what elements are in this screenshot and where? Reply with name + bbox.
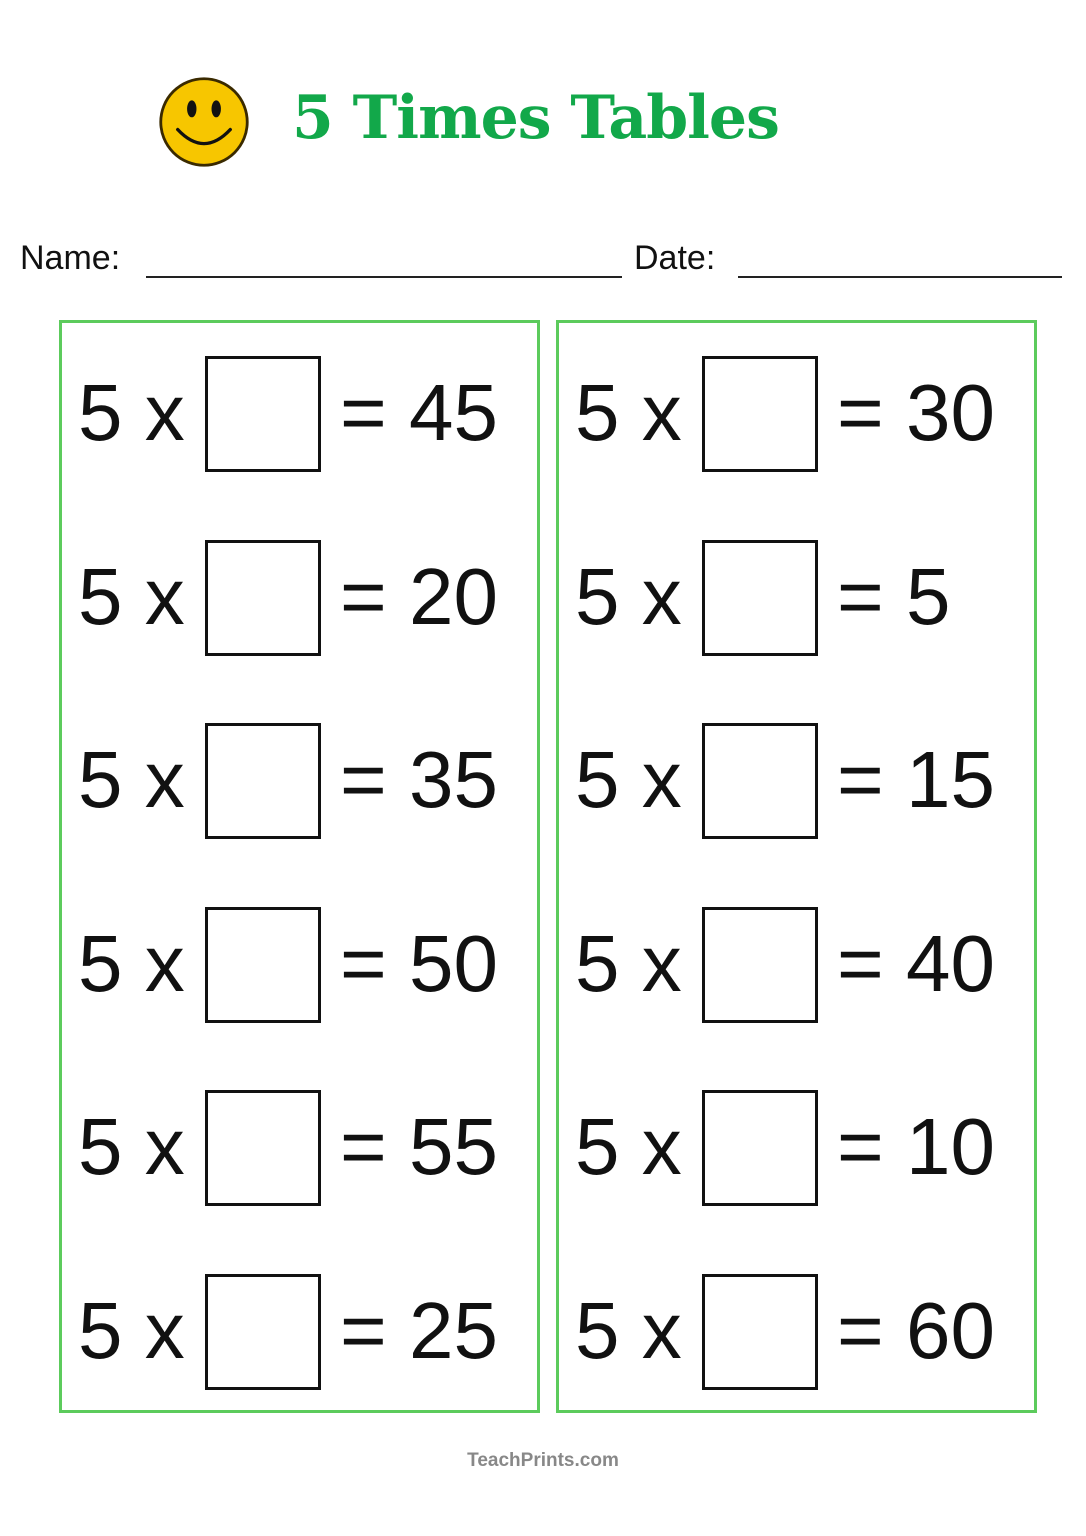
multiplicand: 5 x — [78, 551, 185, 641]
problem-row — [559, 1274, 1034, 1390]
product: = 15 — [837, 735, 995, 824]
footer-brand: TeachPrints.com — [467, 1450, 619, 1471]
product: = 60 — [837, 1285, 995, 1375]
answer-box[interactable] — [205, 356, 321, 472]
problem-row — [62, 1274, 537, 1390]
answer-box[interactable] — [702, 723, 818, 839]
product: = 40 — [837, 918, 995, 1008]
answer-box[interactable] — [205, 1090, 321, 1206]
multiplicand: 5 x — [78, 1102, 185, 1191]
product: = 50 — [340, 918, 498, 1008]
problem-row — [559, 540, 1034, 656]
product: = 35 — [340, 735, 498, 824]
name-label: Name: — [20, 239, 121, 277]
answer-box[interactable] — [205, 907, 321, 1023]
answer-box[interactable] — [702, 1274, 818, 1390]
product: = 45 — [340, 368, 498, 457]
multiplicand: 5 x — [575, 1285, 682, 1375]
date-label: Date: — [634, 239, 716, 277]
multiplicand: 5 x — [78, 735, 185, 824]
product: = 5 — [837, 551, 951, 641]
problem-row — [62, 907, 537, 1023]
answer-box[interactable] — [702, 1090, 818, 1206]
multiplicand: 5 x — [575, 368, 682, 457]
multiplicand: 5 x — [78, 368, 185, 457]
multiplicand: 5 x — [575, 735, 682, 824]
answer-box[interactable] — [205, 723, 321, 839]
left-problem-panel — [59, 320, 540, 1413]
right-problem-panel — [556, 320, 1037, 1413]
multiplicand: 5 x — [575, 551, 682, 641]
answer-box[interactable] — [702, 540, 818, 656]
multiplicand: 5 x — [78, 918, 185, 1008]
multiplicand: 5 x — [78, 1285, 185, 1375]
problem-row — [62, 356, 537, 472]
multiplicand: 5 x — [575, 1102, 682, 1191]
answer-box[interactable] — [205, 540, 321, 656]
answer-box[interactable] — [205, 1274, 321, 1390]
product: = 25 — [340, 1285, 498, 1375]
product: = 20 — [340, 551, 498, 641]
problem-row — [62, 723, 537, 839]
problem-row — [559, 723, 1034, 839]
answer-box[interactable] — [702, 356, 818, 472]
problem-row — [559, 356, 1034, 472]
name-line[interactable] — [146, 276, 622, 278]
problem-row — [62, 540, 537, 656]
date-line[interactable] — [738, 276, 1062, 278]
problem-row — [559, 907, 1034, 1023]
multiplicand: 5 x — [575, 918, 682, 1008]
page-title: 5 Times Tables — [292, 83, 779, 153]
product: = 55 — [340, 1102, 498, 1191]
smiley-face-icon — [157, 75, 251, 169]
answer-box[interactable] — [702, 907, 818, 1023]
problem-row — [559, 1090, 1034, 1206]
problem-row — [62, 1090, 537, 1206]
product: = 30 — [837, 368, 995, 457]
product: = 10 — [837, 1102, 995, 1191]
